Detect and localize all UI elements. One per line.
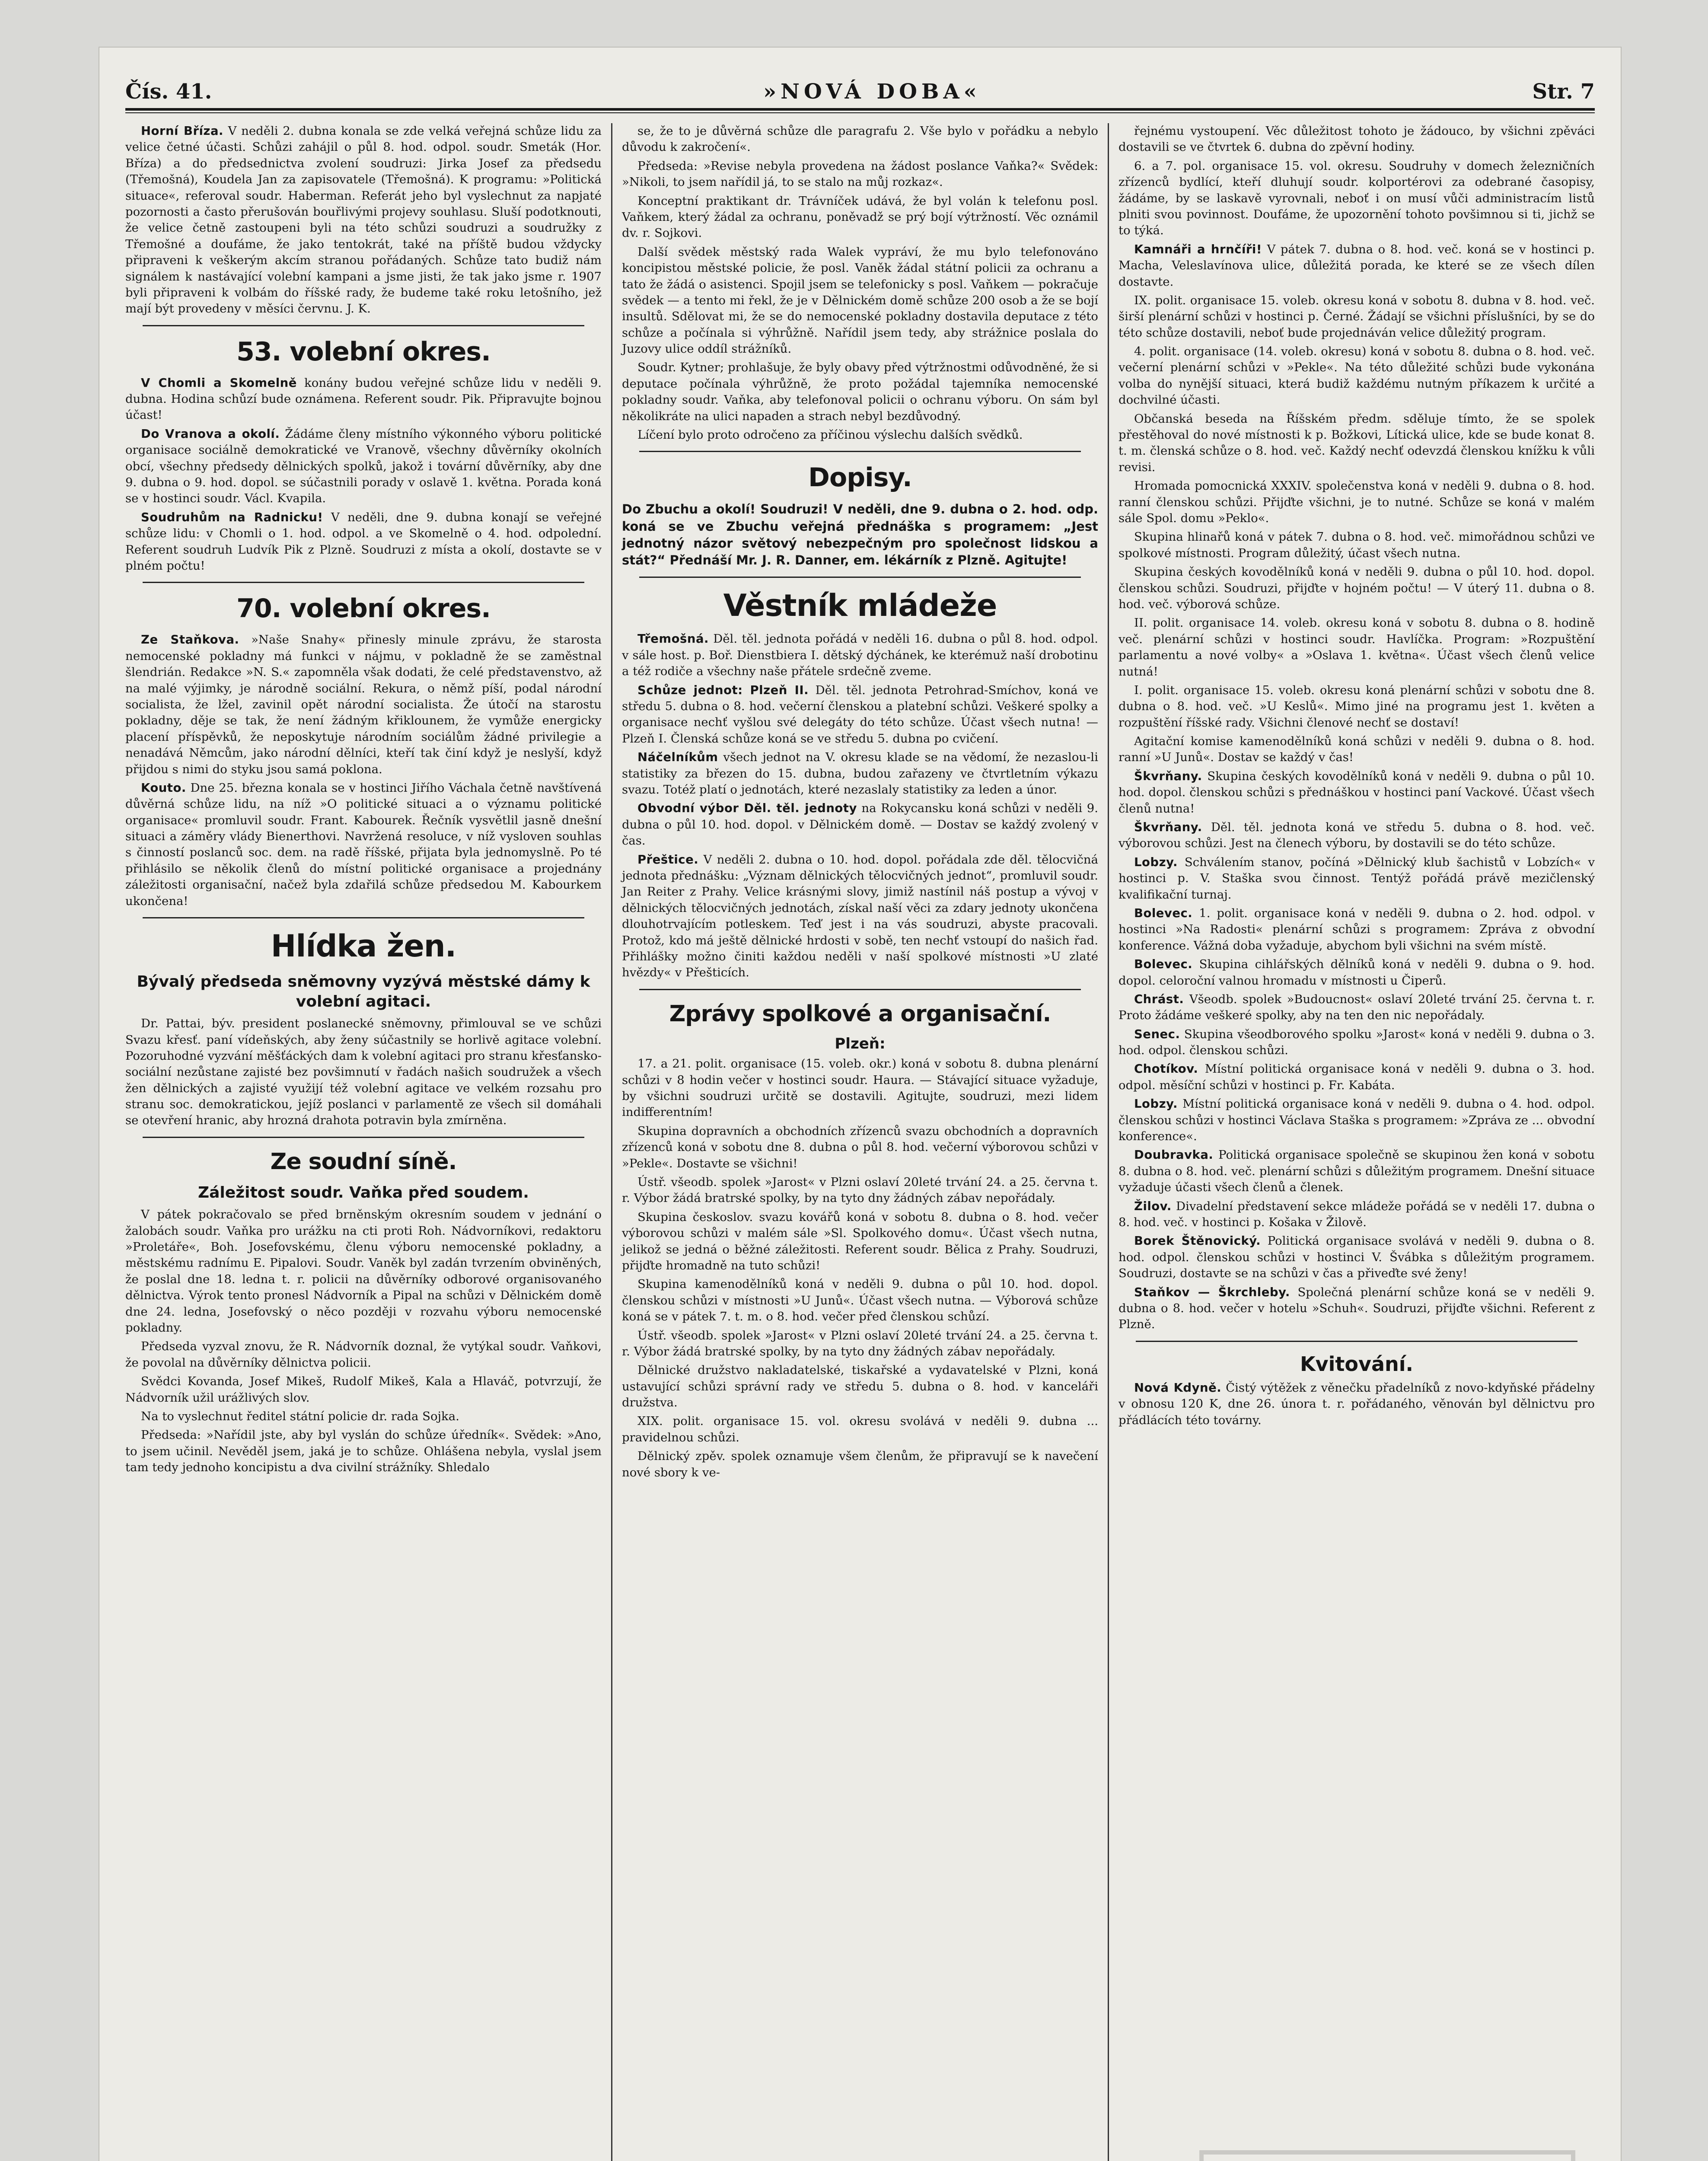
section-heading: Věstník mládeže: [723, 587, 997, 623]
news-item: Ze Staňkova. »Naše Snahy« přinesly minule zprávu, že starosta nemocenské pokladny má funkci v nájmu, v pokladně že se zaměstnal šlendrián. Redakce »N. S.« zapomněla však dodati, že celé představenstvo, až na malé výjimky, je národně sociální. Rekura, o němž píší, podal národní socialista, že lžel, zavinil opět národní socialista. Že útočí na starostu pokladny, děje se tak, že není žádným křiklounem, že vymůže energicky placení příspěvků, že neposkytuje národním sociálům žádné privilegie a nenadává Němcům, jako národní dělníci, kteří tak činí když je neslyší, když přijdou s nimi do styku jsou samá poklona.: [125, 633, 602, 776]
divider: [1136, 1341, 1577, 1342]
article-subheading: Záležitost soudr. Vaňka před soudem.: [198, 1184, 529, 1202]
news-item: V pátek pokračovalo se před brněnským okresním soudem v jednání o žalobách soudr. Vaňka pro urážku na cti proti Roh. Nádvorníkovi, redaktoru »Proletáře«, Boh. Josefovskému, členu výboru nemocenské pokladny, a městskému radnímu E. Pipalovi. Soudr. Vaněk byl zadán tvrzením obviněných, že poslal dne 18. ledna t. r. policii na důvěrníky odborové organisovaného dělnictva. Výrok tento pronesl Nádvorník a Pipal na schůzi v Dělnickém domě dne 24. ledna, Josefovský o něco později v rozvahu výboru nemocenské pokladny.: [125, 1208, 602, 1335]
divider: [143, 582, 584, 583]
column-3: [1108, 123, 1595, 2161]
news-item: Staňkov — Škrchleby. Společná plenární schůze koná se v neděli 9. dubna o 8. hod. večer v hotelu »Schuh«. Soudruzi, přijďte všichni. Referent z Plzně.: [1118, 1285, 1595, 1332]
news-item: 17. a 21. polit. organisace (15. voleb. okr.) koná v sobotu 8. dubna plenární schůzi v 8 hodin večer v hostinci soudr. Haura. — Stávající situace vyžaduje, by všichni soudruzi určitě se dostavili. Agitujte, soudruzi, mezi lidem indifferentním!: [622, 1057, 1098, 1119]
divider: [639, 989, 1081, 990]
news-item: Nová Kdyně. Čistý výtěžek z věnečku přadelníků z novo-kdyňské přádelny v obnosu 120 K, dne 26. února t. r. pořádaného, věnován byl dělnictvu pro přádlácích této továrny.: [1118, 1380, 1595, 1427]
section-heading: Zprávy spolkové a organisační.: [669, 1001, 1051, 1027]
section-heading: Dopisy.: [808, 462, 912, 493]
newspaper-title: »NOVÁ DOBA«: [763, 80, 981, 104]
news-item: Dělnické družstvo nakladatelské, tiskařské a vydavatelské v Plzni, koná ustavující schůzi správní rady ve středu 5. dubna o 8. hod. v kanceláři družstva.: [622, 1363, 1098, 1410]
news-item: Dělnický zpěv. spolek oznamuje všem členům, že připravují se k navečení nové sbory k ve-: [622, 1449, 1098, 1479]
divider: [143, 325, 584, 326]
news-item: V Chomli a Skomelně konány budou veřejné schůze lidu v neděli 9. dubna. Hodina schůzí bude oznámena. Referent soudr. Pik. Připravujte bojnou účast!: [125, 376, 602, 422]
news-item: Schůze jednot: Plzeň II. Děl. těl. jednota Petrohrad-Smíchov, koná ve středu 5. dubna o 8. hod. večerní členskou a platební schůzi. Veškeré spolky a organisace nechť vyšlou své delegáty do této schůze. Účast všech nutna! — Plzeň I. Členská schůze koná se ve středu 5. dubna po cvičení.: [622, 683, 1099, 746]
divider: [639, 577, 1081, 578]
news-item: Třemošná. Děl. těl. jednota pořádá v neděli 16. dubna o půl 8. hod. odpol. v sále host. p. Boř. Dienstbiera I. dětský dýchánek, ke kterémuž naší drobotinu a též rodiče a všechny naše přátele srdečně zveme.: [622, 632, 1098, 679]
news-item: Agitační komise kamenodělníků koná schůzi v neděli 9. dubna o 8. hod. ranní »U Junů«. Dostav se každý v čas!: [1118, 734, 1595, 765]
section-heading: Ze soudní síně.: [270, 1148, 457, 1175]
news-item: Bolevec. 1. polit. organisace koná v neděli 9. dubna o 2. hod. odpol. v hostinci »Na Radosti« plenární schůzi s programem: Zpráva z obvodní konference. Vážná doba vyžaduje, abychom byli všichni na svém místě.: [1118, 906, 1595, 953]
news-item: IX. polit. organisace 15. voleb. okresu koná v sobotu 8. dubna v 8. hod. več. širší plenární schůzi v hostinci p. Černé. Žádají se všichni příslušníci, by se do této schůze dostavili, neboť bude projednáván velice důležitý program.: [1118, 293, 1595, 340]
news-item: Přeštice. V neděli 2. dubna o 10. hod. dopol. pořádala zde děl. tělocvičná jednota přednášku: „Význam dělnických tělocvičných jednot“, promluvil soudr. Jan Reiter z Prahy. Velice krásnými slovy, jimiž nastínil náš postup a vývoj v dělnických tělocvičných jednotách, získal naší věci za zdary jednoty ukončena dlouhotrvajícím potleskem. Teď jest i na vás soudruzi, abyste pracovali. Protož, kdo má ještě dělnické hrdosti v sobě, ten nechť vstoupí do našich řad. Přihlášky možno činiti každou neděli v naší spolkové místnosti »U zlaté hvězdy« v Přešticích.: [622, 852, 1098, 980]
column-1: [125, 123, 611, 2161]
divider: [143, 1137, 584, 1138]
news-item: Skupina hlinařů koná v pátek 7. dubna o 8. hod. več. mimořádnou schůzi ve spolkové místnosti. Program důležitý, účast všech nutna.: [1118, 530, 1595, 560]
news-item: Doubravka. Politická organisace společně se skupinou žen koná v sobotu 8. dubna o 8. hod. več. plenární schůzi s důležitým programem. Dnešní situace vyžaduje účasti všech členů a členek.: [1118, 1148, 1595, 1195]
news-item: Kouto. Dne 25. března konala se v hostinci Jiřího Váchala četně navštívená důvěrná schůze lidu, na níž »O politické situaci a o významu politické organisace« promluvil soudr. Frant. Kabourek. Řečník vysvětlil jasně dnešní situaci a záměry vlády Bienerthovi. Navržená resoluce, v níž vysloven souhlas s činností poslanců soc. dem. na radě říšské, přijata byla jednomyslně. Po té přihlásilo se několik členů do místní politické organisace a projednány záležitosti organisační, načež byla zdařilá schůze předsedou M. Kabourkem ukončena!: [125, 781, 602, 908]
news-item: se, že to je důvěrná schůze dle paragrafu 2. Vše bylo v pořádku a nebylo důvodu k zakročení«.: [622, 124, 1098, 154]
news-item: Kamnáři a hrnčíři! V pátek 7. dubna o 8. hod. več. koná se v hostinci p. Macha, Veleslavínova ulice, důležitá porada, ke které se ze všech dílen dostavte.: [1118, 242, 1595, 289]
news-item: Skupina kamenodělníků koná v neděli 9. dubna o půl 10. hod. dopol. členskou schůzi v místnosti »U Junů«. Účast všech nutna. — Výborová schůze koná se v pátek 7. t. m. o 8. hod. večer před členskou schůzí.: [622, 1277, 1098, 1324]
column-2: [611, 123, 1108, 2161]
news-item: 6. a 7. pol. organisace 15. vol. okresu. Soudruhy v domech železničních zřízenců bydlící, kteří dluhují soudr. kolportérovi za odebrané časopisy, žádáme, by se laskavě vyrovnali, neboť i on musí vůči administracím listů plniti svou povinnost. Doufáme, že upozornění tohoto povšimnou si ti, jichž se to týká.: [1118, 159, 1595, 238]
news-item: Borek Štěnovický. Politická organisace svolává v neděli 9. dubna o 8. hod. odpol. členskou schůzi v hostinci V. Švábka s důležitým programem. Soudruzi, dostavte se na schůzi v čas a přiveďte své ženy!: [1118, 1234, 1595, 1281]
news-item: Do Vranova a okolí. Žádáme členy místního výkonného výboru politické organisace sociálně demokratické ve Vranově, všechny důvěrníky okolních obcí, všechny předsedy dělnických spolků, jakož i tovární důvěrníky, aby dne 9. dubna o 9. hod. dopol. se súčastnili porady v oslavě 1. května. Porada koná se v hostinci soudr. Václ. Kvapila.: [125, 427, 602, 506]
news-item: Na to vyslechnut ředitel státní policie dr. rada Sojka.: [141, 1409, 459, 1423]
news-item: Soudr. Kytner; prohlašuje, že byly obavy před výtržnostmi odůvodněné, že si deputace počínala výhrůžně, že proto požádal tajemníka nemocenské pokladny soudr. Vaňka, aby telefonoval policii o ochranu výboru. On sám byl několikráte na ulici napaden a strach nebyl bezdůvodný.: [622, 360, 1098, 423]
city-subheading: Plzeň:: [835, 1035, 886, 1053]
section-heading: 53. volební okres.: [236, 336, 491, 367]
section-heading: 70. volební okres.: [236, 593, 491, 624]
news-item: 4. polit. organisace (14. voleb. okresu) koná v sobotu 8. dubna o 8. hod. več. večerní plenární schůzi v »Pekle«. Na této důležité schůzi bude vykonána volba do nynější situaci, která budiž každému nutným příkazem k určité a dochvilné účasti.: [1118, 344, 1595, 407]
news-item: Skupina dopravních a obchodních zřízenců svazu obchodních a dopravních zřízenců koná v sobotu dne 8. dubna o půl 8. hod. večerní výborovou schůzi v »Pekle«. Dostavte se všichni!: [622, 1124, 1098, 1170]
news-item: Dr. Pattai, býv. president poslanecké sněmovny, přimlouval se ve schůzi Svazu křesť. paní vídeňských, aby ženy súčastnily se horlivě agitace volební. Pozoruhodné vyzvání měšťáckých dam k volební agitaci pro stranu křesťansko-sociální nezůstane zajisté bez povšimnutí v řadách našich soudružek a všech žen dělnických a zajisté využijí též volební agitace ve velkém rozsahu pro stranu soc. demokratickou, jejíž poslanci v parlamentě ze všech sil domáhali se otevření hranic, aby hrozná drahota potravin byla zmírněna.: [125, 1017, 602, 1128]
section-heading: Hlídka žen.: [271, 928, 456, 964]
issue-number: Čís. 41.: [125, 80, 212, 104]
divider: [639, 451, 1081, 452]
news-item: Skupina českých kovodělníků koná v neděli 9. dubna o půl 10. hod. dopol. členskou schůzi. Soudruzi, přijďte v hojném počtu! — V úterý 11. dubna o 8. hod. več. výborová schůze.: [1118, 565, 1595, 611]
news-item: Soudruhům na Radnicku! V neděli, dne 9. dubna konají se veřejné schůze lidu: v Chomli o 1. hod. odpol. a ve Skomelně o 4. hod. odpolední. Referent soudruh Ludvík Pik z Plzně. Soudruzi z místa a okolí, dostavte se v plném počtu!: [125, 510, 602, 573]
news-item: Hromada pomocnická XXXIV. společenstva koná v neděli 9. dubna o 8. hod. ranní členskou schůzi. Přijďte všichni, je to nutné. Schůze se koná v malém sále Spol. domu »Peklo«.: [1118, 479, 1595, 525]
news-item: Senec. Skupina všeodborového spolku »Jarost« koná v neděli 9. dubna o 3. hod. odpol. členskou schůzi.: [1118, 1027, 1595, 1058]
masthead: [125, 65, 1595, 104]
divider: [143, 917, 584, 918]
news-item: Předseda: »Revise nebyla provedena na žádost poslance Vaňka?« Svědek: »Nikoli, to jsem nařídil já, to se stalo na můj rozkaz«.: [622, 159, 1098, 189]
news-item: Lobzy. Místní politická organisace koná v neděli 9. dubna o 4. hod. odpol. členskou schůzi v hostinci Václava Staška s programem: »Zpráva ze ... obvodní konference«.: [1118, 1097, 1595, 1144]
article-subheading: Bývalý předseda sněmovny vyzývá městské dámy k volební agitaci.: [137, 972, 590, 1011]
news-item: Lobzy. Schválením stanov, počíná »Dělnický klub šachistů v Lobzích« v hostinci p. V. Staška svou činnost. Tentýž pořádá právě mezičlenský kvalifikační turnaj.: [1118, 855, 1595, 902]
news-item: Předseda vyzval znovu, že R. Nádvorník doznal, že vytýkal soudr. Vaňkovi, že povolal na důvěrníky dělnictva policii.: [125, 1339, 602, 1370]
news-item: Líčení bylo proto odročeno za příčinou výslechu dalších svědků.: [637, 428, 1023, 442]
article-columns: [125, 123, 1595, 2161]
header-rule-thin: [125, 112, 1595, 113]
news-item: I. polit. organisace 15. voleb. okresu koná plenární schůzi v sobotu dne 8. dubna o 8. hod. več. »U Keslů«. Mimo jiné na programu jest 1. květen a rozpuštění říšské rady. Všichni členové nechť se dostaví!: [1118, 683, 1595, 730]
news-item: Škvrňany. Děl. těl. jednota koná ve středu 5. dubna o 8. hod. več. výborovou schůzi. Jest na členech výboru, by dostavili se do této schůze.: [1118, 820, 1595, 851]
news-item: II. polit. organisace 14. voleb. okresu koná v sobotu 8. dubna o 8. hodině več. plenární schůzi v hostinci soudr. Havlíčka. Program: »Rozpuštění parlamentu a nové volby« a »Oslava 1. května«. Účast všech členů velice nutná!: [1118, 616, 1595, 679]
news-item: Předseda: »Nařídil jste, aby byl vyslán do schůze úředník«. Svědek: »Ano, to jsem učinil. Nevěděl jsem, jaká je to schůze. Ohlášena nebyla, vyslal jsem tam tedy jednoho koncipistu a dva civilní strážníky. Shledalo: [125, 1428, 602, 1475]
news-item: Občanská beseda na Říšském předm. sděluje tímto, že se spolek přestěhoval do nové místnosti k p. Božkovi, Lítická ulice, kde se bude konat 8. t. m. členská schůze o 8. hod. več. Každý nechť odevzdá členskou knížku k vůli revisi.: [1118, 411, 1595, 474]
newspaper-page: [99, 48, 1621, 2161]
news-item: Další svědek městský rada Walek vypráví, že mu bylo telefonováno koncipistou městské policie, že posl. Vaněk žádal státní policii za ochranu a tato že žádá o asistenci. Spojil jsem se telefonicky s posl. Vaňkem — pokračuje svědek — a tento mi řekl, že je v Dělnickém domě schůze 200 osob a že se bojí insultů. Sdělovat mi, že se do nemocenské pokladny dostavila deputace z této schůze a počínala si výhrůžně. Nařídil jsem tedy, aby strážnice poslala do Juzovy ulice oddíl strážníků.: [622, 245, 1098, 356]
news-item: Horní Bříza. V neděli 2. dubna konala se zde velká veřejná schůze lidu za velice četné účasti. Schůzi zahájil o půl 8. hod. odpol. soudr. Smeták (Hor. Bříza) a do předsednictva zvolení soudruzi: Jirka Josef za předsedu (Třemošná), Koudela Jan za zapisovatele (Třemošná). K programu: »Politická situace«, referoval soudr. Haberman. Referát jeho byl vyslechnut za napjaté pozornosti a často přerušován bouřlivými projevy souhlasu. Sluší podotknouti, že velice četně zastoupeni byli na této schůzi soudruzi a soudružky z Třemošné a doufáme, že jako tentokrát, také na příště budou vždycky připraveni k veškerým akcím stranou pořádaných. Schůze tato budiž nám signálem k nastávající volební kampani a jsme jisti, že tak jako jsme r. 1907 byli připraveni k volbám do říšské rady, že budeme také roku letošního, jež mají být provedeny v měsíci červnu. J. K.: [125, 124, 602, 316]
news-item: Svědci Kovanda, Josef Mikeš, Rudolf Mikeš, Kala a Hlaváč, potvrzují, že Nádvorník užil urážlivých slov.: [125, 1374, 602, 1405]
news-item: Náčelníkům všech jednot na V. okresu klade se na vědomí, že nezaslou-li statistiky za březen do 15. dubna, budou zařazeny ve čtvrtletním výkazu svazu. Totéž platí o jednotách, které nezaslaly statistiky za leden a únor.: [622, 750, 1098, 797]
news-item: Ústř. všeodb. spolek »Jarost« v Plzni oslaví 20leté trvání 24. a 25. června t. r. Výbor žádá bratrské spolky, by na tyto dny žádných zábav nepořádaly.: [622, 1328, 1098, 1358]
news-item: řejnému vystoupení. Věc důležitost tohoto je žádouco, by všichni zpěváci dostavili se ve čtvrtek 6. dubna do zpěvní hodiny.: [1118, 124, 1595, 154]
news-item: XIX. polit. organisace 15. vol. okresu svolává v neděli 9. dubna ... pravidelnou schůzi.: [622, 1414, 1098, 1444]
news-item: Do Zbuchu a okolí! Soudruzi! V neděli, dne 9. dubna o 2. hod. odp. koná se ve Zbuchu veřejná přednáška s programem: „Jest jednotný názor světový nebezpečným pro společnost lidskou a stát?“ Přednáší Mr. J. R. Danner, em. lékárník z Plzně. Agitujte!: [622, 502, 1098, 567]
section-heading: Kvitování.: [1300, 1352, 1413, 1376]
news-item: Obvodní výbor Děl. těl. jednoty na Rokycansku koná schůzi v neděli 9. dubna o půl 10. hod. dopol. v Dělnickém domě. — Dostav se každý zvolený v čas.: [622, 801, 1098, 848]
news-item: Škvrňany. Skupina českých kovodělníků koná v neděli 9. dubna o půl 10. hod. dopol. členskou schůzi s přednáškou v hostinci paní Vackové. Účast všech členů nutna!: [1118, 769, 1595, 816]
news-item: Chrást. Všeodb. spolek »Budoucnost« oslaví 20leté trvání 25. června t. r. Proto žádáme veškeré spolky, aby na ten den nic nepořádaly.: [1118, 992, 1595, 1023]
news-item: Konceptní praktikant dr. Trávníček udává, že byl volán k telefonu posl. Vaňkem, který žádal za ochranu, poněvadž se prý bojí výtržností. Věc oznámil dv. r. Sojkovi.: [622, 194, 1098, 240]
news-item: Ústř. všeodb. spolek »Jarost« v Plzni oslaví 20leté trvání 24. a 25. června t. r. Výbor žádá bratrské spolky, by na tyto dny žádných zábav nepořádaly.: [622, 1175, 1098, 1205]
news-item: Žilov. Divadelní představení sekce mládeže pořádá se v neděli 17. dubna o 8. hod. več. v hostinci p. Košaka v Žilově.: [1118, 1199, 1595, 1229]
page-number: Str. 7: [1532, 80, 1595, 104]
news-item: Skupina českoslov. svazu kovářů koná v sobotu 8. dubna o 8. hod. večer výborovou schůzi v malém sále »Sl. Spolkového domu«. Účast všech nutna, jelikož se jedná o běžné záležitosti. Referent soudr. Bělica z Prahy. Soudruzi, přijďte hromadně na tuto schůzi!: [622, 1210, 1098, 1272]
news-item: Chotíkov. Místní politická organisace koná v neděli 9. dubna o 3. hod. odpol. měsíční schůzi v hostinci p. Fr. Kabáta.: [1118, 1062, 1595, 1092]
header-rule: [125, 108, 1595, 111]
news-item: Bolevec. Skupina cihlářských dělníků koná v neděli 9. dubna o 9. hod. dopol. celoroční valnou hromadu v místnosti u Čiperů.: [1118, 957, 1595, 988]
